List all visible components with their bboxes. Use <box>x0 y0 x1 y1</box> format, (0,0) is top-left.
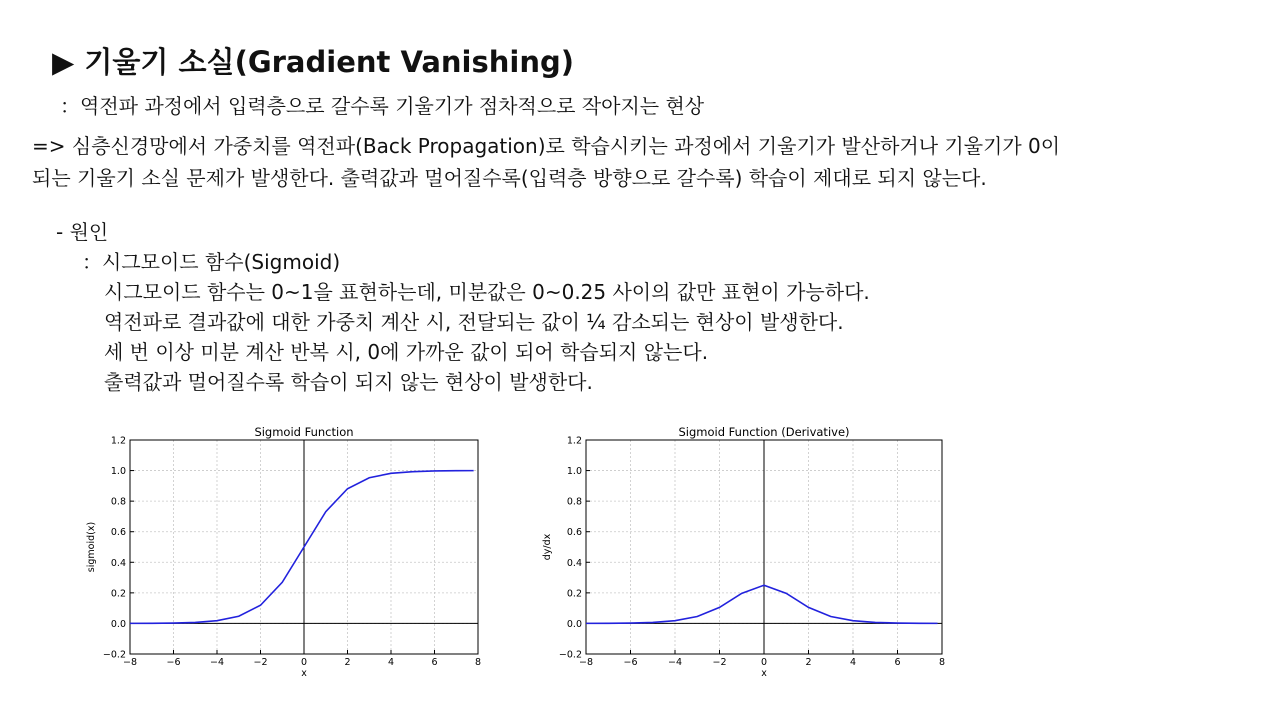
x-tick-label: −2 <box>712 657 727 668</box>
x-tick-label: −6 <box>623 657 638 668</box>
x-tick-label: 6 <box>894 657 901 668</box>
y-axis-label: dy/dx <box>542 533 553 561</box>
x-tick-label: −8 <box>578 657 594 668</box>
x-tick-label: 8 <box>938 657 946 668</box>
y-tick-label: 1.0 <box>110 466 126 478</box>
series-line <box>130 471 474 624</box>
cause-subheading: ：시그모이드 함수(Sigmoid) <box>82 250 341 274</box>
y-tick-label: 0.2 <box>110 588 126 600</box>
x-tick-label: 2 <box>344 657 351 668</box>
x-tick-label: 8 <box>474 657 482 668</box>
x-tick-label: 6 <box>431 657 438 668</box>
cause-line-2: 역전파로 결과값에 대한 가중치 계산 시, 전달되는 값이 ¼ 감소되는 현상이 발생한다. <box>104 310 844 334</box>
description-line-1: => 심층신경망에서 가중치를 역전파(Back Propagation)로 학습시키는 과정에서 기울기가 발산하거나 기울기가 0이 <box>32 134 1061 158</box>
x-tick-label: 4 <box>387 657 395 668</box>
sigmoid-chart <box>80 422 490 682</box>
y-tick-label: 0.4 <box>566 557 582 569</box>
sigmoid-derivative-chart <box>540 422 950 682</box>
y-tick-label: 0.2 <box>566 588 582 600</box>
y-tick-label: 1.2 <box>110 435 126 447</box>
y-tick-label: −0.2 <box>102 649 126 661</box>
x-axis-label: x <box>301 668 307 679</box>
chart-title: Sigmoid Function (Derivative) <box>678 425 850 439</box>
y-tick-label: −0.2 <box>558 649 582 661</box>
y-tick-label: 1.2 <box>566 435 582 447</box>
cause-line-1: 시그모이드 함수는 0~1을 표현하는데, 미분값은 0~0.25 사이의 값만 표현이 가능하다. <box>104 280 870 304</box>
y-tick-label: 1.0 <box>566 466 582 478</box>
x-tick-label: 2 <box>805 657 812 668</box>
x-tick-label: 0 <box>300 657 308 668</box>
chart-title: Sigmoid Function <box>254 425 354 439</box>
slide-subtitle: ：역전파 과정에서 입력층으로 갈수록 기울기가 점차적으로 작아지는 현상 <box>60 94 705 118</box>
y-tick-label: 0.0 <box>110 618 126 630</box>
series-line <box>586 585 938 623</box>
x-tick-label: −6 <box>166 657 181 668</box>
x-tick-label: 4 <box>849 657 857 668</box>
x-axis-label: x <box>761 668 767 679</box>
y-tick-label: 0.4 <box>110 557 126 569</box>
x-tick-label: −4 <box>209 657 225 668</box>
x-tick-label: −2 <box>253 657 268 668</box>
cause-line-3: 세 번 이상 미분 계산 반복 시, 0에 가까운 값이 되어 학습되지 않는다. <box>104 340 709 364</box>
x-tick-label: −4 <box>667 657 683 668</box>
description-line-2: 되는 기울기 소실 문제가 발생한다. 출력값과 멀어질수록(입력층 방향으로 갈수록) 학습이 제대로 되지 않는다. <box>32 166 987 190</box>
y-tick-label: 0.8 <box>110 496 126 508</box>
y-tick-label: 0.8 <box>566 496 582 508</box>
slide-title: ▶ 기울기 소실(Gradient Vanishing) <box>52 45 574 79</box>
cause-line-4: 출력값과 멀어질수록 학습이 되지 않는 현상이 발생한다. <box>104 370 593 394</box>
y-tick-label: 0.6 <box>566 527 582 539</box>
cause-heading: - 원인 <box>56 220 109 244</box>
y-axis-label: sigmoid(x) <box>86 521 97 573</box>
y-tick-label: 0.6 <box>110 527 126 539</box>
y-tick-label: 0.0 <box>566 618 582 630</box>
x-tick-label: 0 <box>760 657 768 668</box>
x-tick-label: −8 <box>122 657 138 668</box>
